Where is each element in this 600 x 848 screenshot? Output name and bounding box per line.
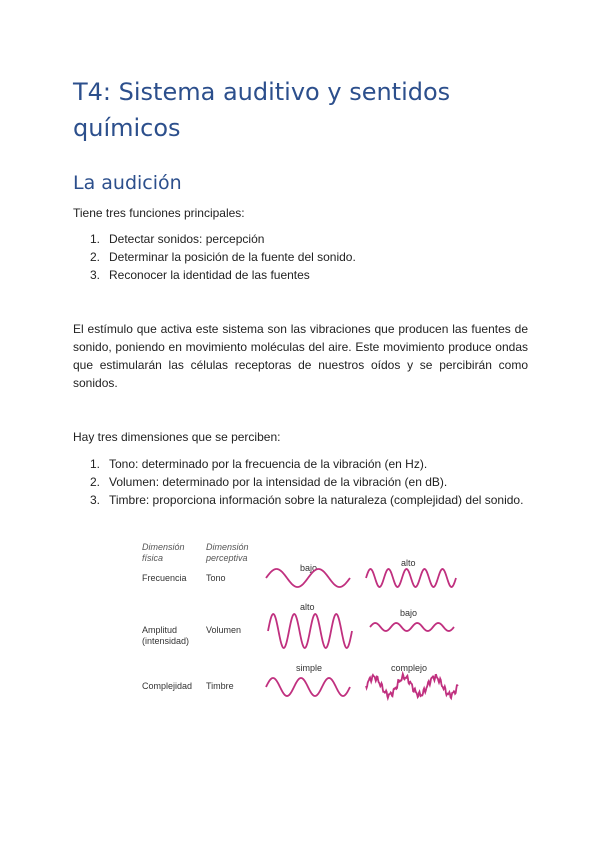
row-amplitude-physical: Amplitud (intensidad) [142, 625, 190, 646]
sound-dimensions-figure [138, 538, 468, 708]
row-frequency-physical: Frecuencia [142, 573, 187, 583]
functions-intro: Tiene tres funciones principales: [73, 206, 245, 220]
wave-simple [266, 673, 350, 701]
wave-high-amplitude [268, 612, 352, 650]
wave-label-complex: complejo [391, 663, 428, 673]
wave-low-frequency [266, 564, 350, 592]
functions-list [73, 230, 528, 284]
header-perceptual: Dimensión perceptiva [206, 542, 249, 563]
row-complexity-physical: Complejidad [142, 681, 193, 691]
wave-label-low-pitch: bajo [300, 563, 318, 573]
row-complexity-perceptual: Timbre [206, 681, 234, 691]
stimulus-paragraph: El estímulo que activa este sistema son las vibraciones que producen las fuentes de sonido, poniendo en movimiento moléculas del aire. Este movimiento produce ondas que estimularán las células receptoras de nuestros oídos y se percibirán como sonidos. [73, 322, 528, 390]
row-frequency-perceptual: Tono [206, 573, 226, 583]
wave-label-high-pitch: alto [401, 558, 416, 568]
dimensions-list [73, 455, 528, 509]
wave-low-amplitude [370, 618, 454, 636]
header-physical: Dimensión física [142, 542, 185, 563]
dimensions-intro: Hay tres dimensiones que se perciben: [73, 430, 281, 444]
list-item: 2. Determinar la posición de la fuente del sonido. [90, 250, 356, 264]
list-item: 1. Detectar sonidos: percepción [90, 232, 265, 246]
wave-label-low-volume: bajo [400, 608, 418, 618]
list-item: 3. Reconocer la identidad de las fuentes [90, 268, 310, 282]
list-item: 3. Timbre: proporciona información sobre la naturaleza (complejidad) del sonido. [90, 493, 524, 507]
page-title: T4: Sistema auditivo y sentidos químicos [73, 78, 451, 142]
list-item: 2. Volumen: determinado por la intensidad de la vibración (en dB). [90, 475, 448, 489]
wave-complex [366, 671, 458, 701]
section-title: La audición [73, 172, 182, 194]
wave-high-frequency [366, 564, 456, 592]
row-amplitude-perceptual: Volumen [206, 625, 242, 635]
wave-label-high-volume: alto [300, 602, 315, 612]
list-item: 1. Tono: determinado por la frecuencia de la vibración (en Hz). [90, 457, 428, 471]
wave-label-simple: simple [296, 663, 323, 673]
